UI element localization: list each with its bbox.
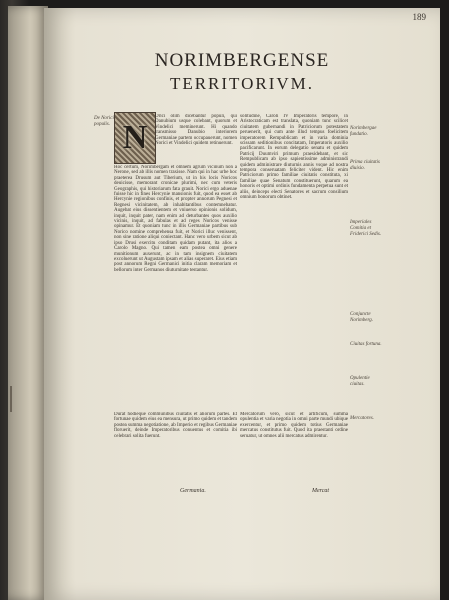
page-tab-mark (10, 386, 12, 412)
text-column-1-bottom: Durat hodieque communibus ciuitatis et aliorum partes. Et fortunae quidem eius ea mensura, ut primo quidem et tandem postea summa negotiatione, ab Imperio et regibus Germaniae floruerit, deinde Imperatoribus conuentus et comitia ibi celebrari solita fuerunt. (114, 412, 237, 439)
margin-note-right-5: Ciuitas fortuna. (350, 342, 382, 347)
blank-page-bottom (44, 508, 440, 600)
text-column-2-bottom: Mercatorum vero, sicut et artificum, summa opulentia et varia negotia in omni parte mundi ubique exercentur, et primo quidem totius Germaniae mercatus constitutus fuit. Quod ita praestanti ordine seruatur, ut omnes alii mercatus admirentur. (240, 412, 348, 439)
left-page-edge (8, 6, 48, 600)
margin-note-left: De Norici populis. (94, 116, 114, 127)
text-column-2: solitudine, Caroli IV Imperatoris tempore, in Aristocraticam est translata, quoniam tunc scilicet ciuitatem gubernandi in Patriciorum potestatem peruenerit, qui cum ante illud tempus foelicitem imperatorem Rempublicam et in varia dominia scissam seditionibus concitatam, Imperatoris auxilio pacificarunt. In eorum delegatio senatu et quidem Patricij Duumviri primum praesidebant, et sic Rempublicam ab ipso sapientissime administrandi quidem administrare diuturnis annis vsque ad nostra tempora conseruatam feliciter vident. Hic enim Patriciorum primo familiae ciuitatis constituta, xi familiae quae Senatum constituerunt, quarum ea honoris et optimi ordinis fundamenta perpetua sunt et aliis, deinceps electi Senatores et sacrum consilium omnium bonorum obtinet. (240, 114, 348, 201)
margin-note-right-3: Imperiales Comitia et Friderici Sedis. (350, 220, 382, 237)
margin-note-right-2: Prima ciuitatis diuisio. (350, 160, 380, 171)
page-subtitle: TERRITORIVM. (169, 74, 315, 93)
margin-note-right-4: Conjuncte Norimberg. (350, 312, 374, 323)
margin-note-right-1: Norimbergae fundatio. (350, 126, 377, 137)
text-column-1-top: Orici olim dicebantur populi, qui Danubium usque colebant, quorum et Vindelici meminerunt. Hi quando transmisso Danubio interiorem Germaniae partem occupauerunt, nomen Norici et Vindelici quidem retinuerunt. (155, 114, 237, 147)
text-column-1: Hoc certum, Norimbergam et omnem agrum vicinum non a Nerone, sed ab illis nomen traxisse. Nam qui in hac urbe hoc praeterea Drusum aut Tiberium, ut in his locis Noricos deuicisse, memorant cronicae plurimi, nec cum veteris Geographis, qui historiarum fata grauit. Norici ergo aduenae fuisse hic in fines Hercynie mansionis fuit, quod ea esset ab Hercynie regionibus confinis, et propter annorum Pegnesi et Regnesi vicinitatem, ab inhabitantibus contemnebatur. Augebat eius dissentientem et vniuerso opinionis solidum, inquit, inquit pater, nam enim ad deturbantes quos auxilio vicinis, inquit, ad fabulas et ad reges Noricos venisse opinamur. Et quoniam tunc in illis Germaniae partibus sub Norico nomine comprehensa fuit, et Norici illuc venissent, non sine ratione aliqui coniectant. Hanc vero urbem sicut ab ipso Drusi exercitu conditam quidam putant, ita alios a Carolo Magno. Qui tamen eam postea omni genere munitionum auxerunt, ac in tam insignem ciuitatem excoluerunt ut Augustam ipsam et alias superaret. Eius etiam post annorum Regni Germanici initia claram memoriam et bellorum inter Germanos diuturnitate testantur. (114, 165, 237, 273)
page-title: NORIMBERGENSE (154, 50, 330, 71)
book-page (44, 8, 440, 600)
margin-note-right-6: Opulentie ciuitas. (350, 376, 370, 387)
initial-letter: N (122, 119, 148, 156)
catchword-right: Mercat (312, 488, 330, 494)
margin-note-right-7: Mercatores. (350, 416, 374, 421)
page-number: 189 (412, 12, 426, 22)
catchword-left: Germania. (180, 488, 206, 494)
